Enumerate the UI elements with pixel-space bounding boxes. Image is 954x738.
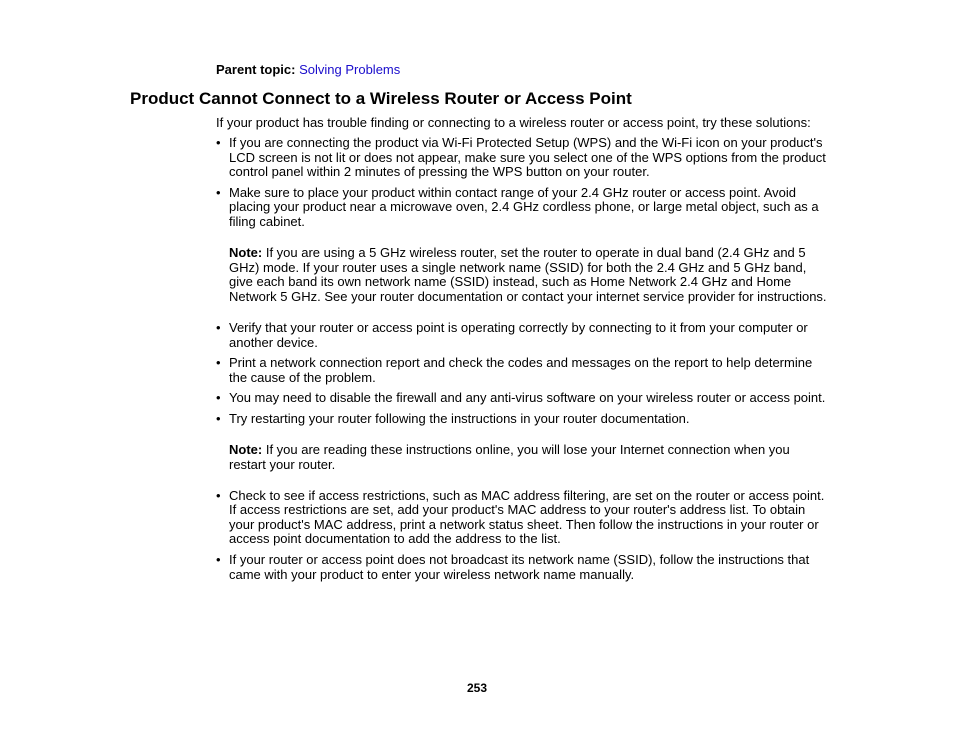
bullet-icon: • — [216, 410, 221, 426]
parent-topic — [216, 62, 400, 78]
page-number: 253 — [466, 681, 488, 695]
list-item-text: If you are connecting the product via Wi-Fi Protected Setup (WPS) and the Wi-Fi icon on your product's LCD screen is not lit or does not appear, make sure you select one of the WPS options from the product control panel within 2 minutes of pressing the WPS button on your router. — [229, 135, 826, 180]
bullet-icon: • — [216, 135, 221, 150]
note-label: Note: — [229, 442, 263, 457]
list-item-text: Make sure to place your product within contact range of your 2.4 GHz router or access point. Avoid placing your product near a microwave oven, 2.4 GHz cordless phone, or large metal object, such as a filing cabinet. — [229, 184, 819, 229]
solutions-list — [216, 136, 828, 588]
list-item — [216, 553, 828, 582]
note-label: Note: — [229, 245, 263, 261]
list-item-text: Print a network connection report and check the codes and messages on the report to help determine the cause of the problem. — [229, 355, 813, 385]
bullet-icon: • — [216, 355, 221, 371]
note-text: If you are using a 5 GHz wireless router, set the router to operate in dual band (2.4 GHz and 5 GHz) mode. If your router uses a single network name (SSID) for both the 2.4 GHz and 5 GHz band, give each band its own network name (SSID) instead, such as Home Network 2.4 GHz and Home Network 5 GHz. See your router documentation or contact your internet service provider for instructions. — [229, 245, 827, 304]
parent-topic-link[interactable]: Solving Problems — [299, 62, 401, 77]
bullet-icon: • — [216, 552, 221, 568]
bullet-icon: • — [216, 184, 221, 200]
note-text: If you are reading these instructions online, you will lose your Internet connection when you restart your router. — [229, 442, 790, 472]
list-item-text: Verify that your router or access point is operating correctly by connecting to it from your computer or another device. — [229, 319, 808, 350]
bullet-icon: • — [216, 319, 221, 335]
list-item-text: Try restarting your router following the instructions in your router documentation. — [229, 410, 690, 426]
list-item — [216, 391, 828, 406]
intro-paragraph: If your product has trouble finding or connecting to a wireless router or access point, try these solutions: — [216, 115, 811, 130]
list-item-text: If your router or access point does not broadcast its network name (SSID), follow the instructions that came with your product to enter your wireless network name manually. — [229, 552, 810, 582]
list-item — [216, 321, 828, 350]
bullet-icon: • — [216, 487, 221, 503]
list-item-text: Check to see if access restrictions, such as MAC address filtering, are set on the router or access point. If access restrictions are set, add your product's MAC address to your router's address list. To obtain your product's MAC address, print a network status sheet. Then follow the instructions in your router or access point documentation to add the address to the list. — [229, 487, 825, 547]
list-item — [216, 356, 828, 385]
bullet-icon: • — [216, 390, 221, 406]
note — [229, 246, 828, 304]
parent-topic-label: Parent topic: — [216, 62, 296, 77]
list-item — [216, 489, 828, 547]
list-item — [216, 186, 828, 305]
list-item — [216, 412, 828, 472]
note — [229, 443, 828, 472]
list-item — [216, 136, 828, 180]
list-item-text: You may need to disable the firewall and any anti-virus software on your wireless router or access point. — [229, 390, 826, 406]
page-title: Product Cannot Connect to a Wireless Router or Access Point — [130, 89, 632, 108]
